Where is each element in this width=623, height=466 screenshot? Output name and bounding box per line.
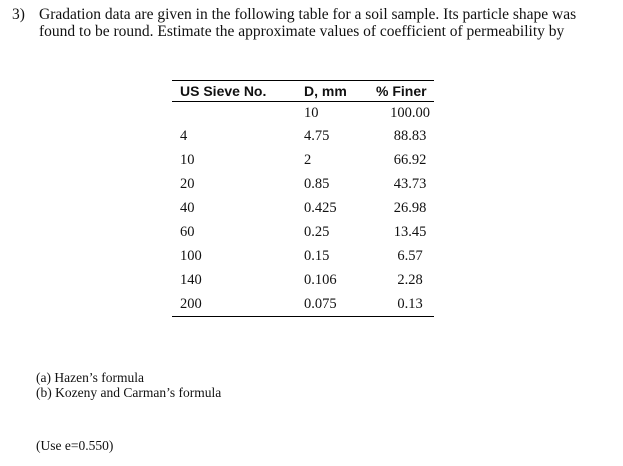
question [12, 6, 612, 40]
table-row: 4 4.75 88.83 [180, 127, 427, 144]
table-row: 10 2 66.92 [180, 151, 427, 168]
table-row: 200 0.075 0.13 [172, 292, 434, 317]
method-hazen: (a) Hazen’s formula [36, 370, 144, 385]
header-percent-finer: % Finer [376, 81, 434, 102]
header-sieve-no: US Sieve No. [172, 81, 302, 102]
table-row: 40 0.425 26.98 [180, 199, 427, 216]
question-number: 3) [12, 6, 25, 23]
table-row: 100 0.15 6.57 [180, 247, 423, 264]
table-header-row [172, 81, 434, 102]
question-text: Gradation data are given in the following table for a soil sample. Its particle shape was found to be round. Estimate the approximate values of coefficient of permeability by [39, 6, 577, 40]
table-row: 10 100.00 [304, 104, 430, 121]
header-diameter: D, mm [302, 81, 376, 102]
table-row: 140 0.106 2.28 [180, 271, 423, 288]
void-ratio-note: (Use e=0.550) [36, 438, 114, 453]
table-row: 60 0.25 13.45 [180, 223, 427, 240]
method-kozeny-carman: (b) Kozeny and Carman’s formula [36, 385, 222, 400]
table-row: 20 0.85 43.73 [180, 175, 427, 192]
methods-list [36, 370, 221, 400]
gradation-table [172, 80, 434, 317]
